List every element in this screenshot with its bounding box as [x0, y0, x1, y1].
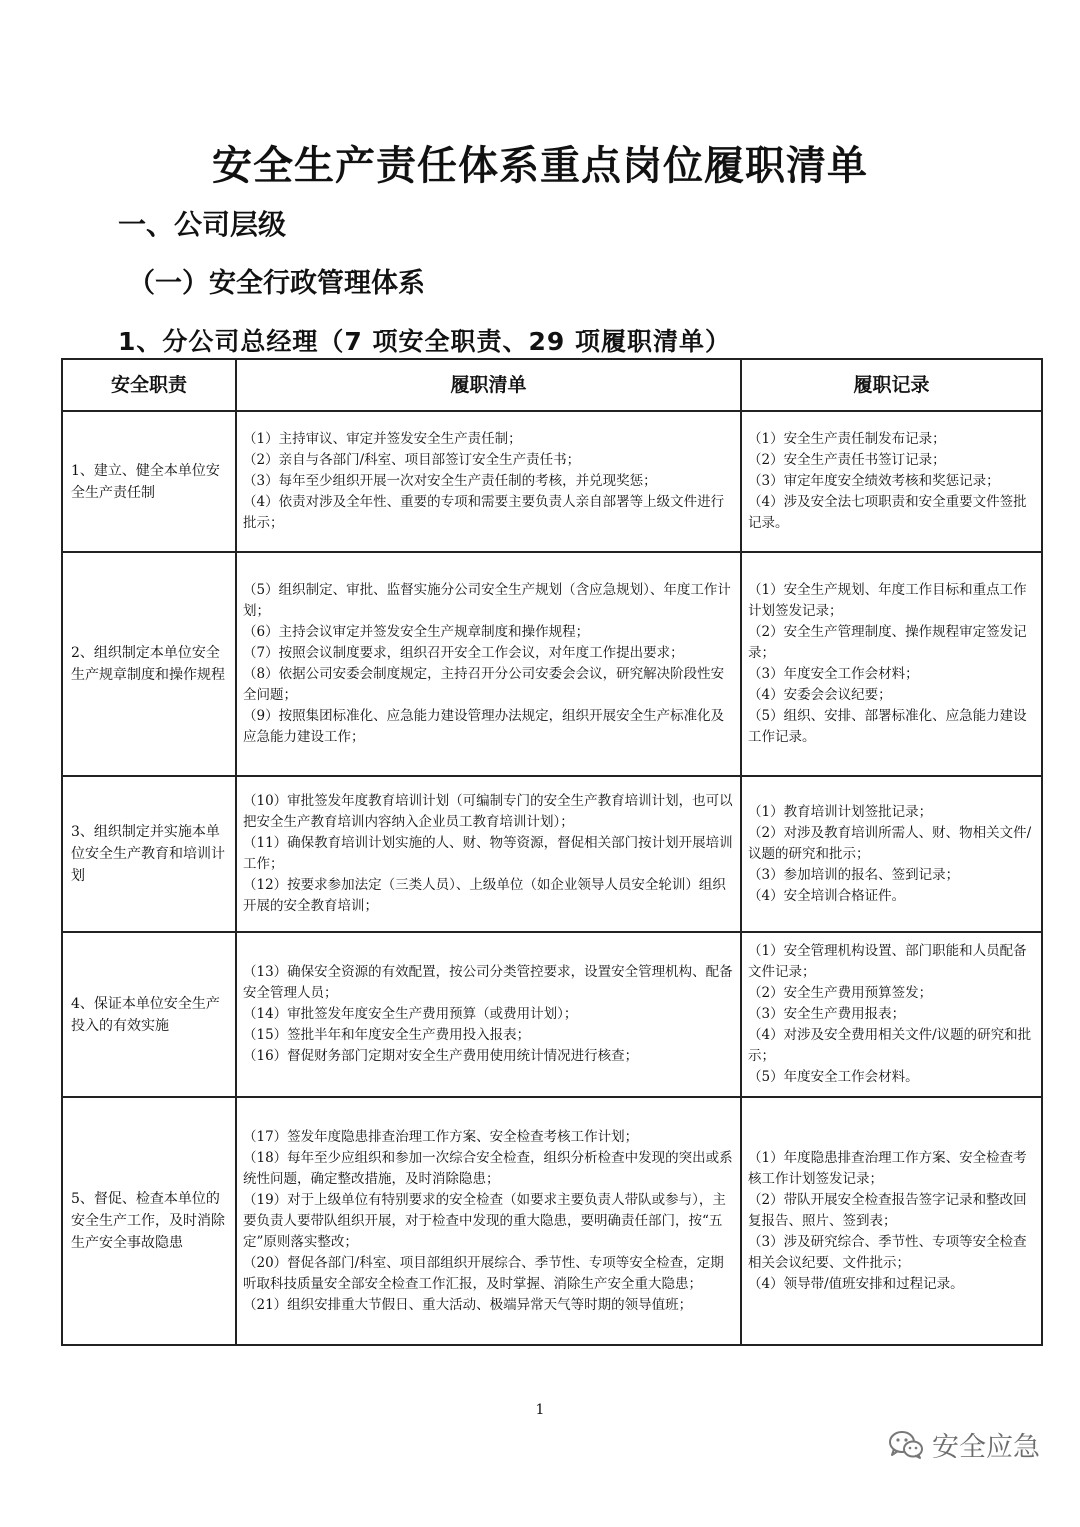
duty-item: （15）签批半年和年度安全生产费用投入报表； — [243, 1027, 531, 1043]
record-item: （1）安全生产规划、年度工作目标和重点工作计划签发记录； — [748, 582, 1027, 619]
record-item: （5）组织、安排、部署标准化、应急能力建设工作记录。 — [748, 708, 1027, 745]
record-item: （5）年度安全工作会材料。 — [748, 1069, 919, 1085]
duty-item: （17）签发年度隐患排查治理工作方案、安全检查考核工作计划； — [243, 1128, 639, 1145]
record-list-cell — [741, 411, 1042, 552]
record-list-cell — [741, 776, 1042, 932]
record-item: （2）安全生产管理制度、操作规程审定签发记录； — [748, 624, 1027, 661]
section-heading-level2: （一）安全行政管理体系 — [128, 268, 425, 299]
duty-item: （10）审批签发年度教育培训计划（可编制专门的安全生产教育培训计划，也可以把安全生产教育培训内容纳入企业员工教育培训计划）； — [243, 793, 733, 830]
duty-item: （21）组织安排重大节假日、重大活动、极端异常天气等时期的领导值班； — [243, 1296, 693, 1313]
record-item: （4）领导带/值班安排和过程记录。 — [748, 1275, 964, 1292]
duty-item: （11）确保教育培训计划实施的人、财、物等资源，督促相关部门按计划开展培训工作； — [243, 835, 733, 872]
record-list-cell — [741, 552, 1042, 776]
duty-item: （4）依责对涉及全年性、重要的专项和需要主要负责人亲自部署等上级文件进行批示； — [243, 494, 725, 531]
duty-list-cell — [236, 411, 741, 552]
responsibility-cell: 1、建立、健全本单位安全生产责任制 — [62, 411, 236, 552]
record-item: （3）涉及研究综合、季节性、专项等安全检查相关会议纪要、文件批示； — [748, 1233, 1027, 1271]
duty-item: （9）按照集团标准化、应急能力建设管理办法规定，组织开展安全生产标准化及应急能力建设工作； — [243, 708, 725, 745]
header-records: 履职记录 — [741, 359, 1042, 411]
record-item: （4）对涉及安全费用相关文件/议题的研究和批示； — [748, 1027, 1032, 1064]
table-row — [62, 1097, 1042, 1345]
table-row — [62, 776, 1042, 932]
record-item: （4）安委会会议纪要； — [748, 687, 892, 703]
duty-item: （16）督促财务部门定期对安全生产费用使用统计情况进行核查； — [243, 1048, 639, 1064]
duty-item: （3）每年至少组织开展一次对安全生产责任制的考核，并兑现奖惩； — [243, 473, 657, 489]
duty-list-cell — [236, 1097, 741, 1345]
header-responsibility: 安全职责 — [62, 359, 236, 411]
record-item: （1）年度隐患排查治理工作方案、安全检查考核工作计划签发记录； — [748, 1149, 1027, 1187]
record-item: （4）安全培训合格证件。 — [748, 887, 906, 904]
record-item: （2）对涉及教育培训所需人、财、物相关文件/议题的研究和批示； — [748, 824, 1032, 862]
responsibility-cell: 2、组织制定本单位安全生产规章制度和操作规程 — [62, 552, 236, 776]
wechat-icon — [888, 1430, 924, 1460]
duty-item: （5）组织制定、审批、监督实施分公司安全生产规划（含应急规划）、年度工作计划； — [243, 582, 731, 619]
duty-item: （2）亲自与各部门/科室、项目部签订安全生产责任书； — [243, 452, 581, 468]
responsibility-cell: 3、组织制定并实施本单位安全生产教育和培训计划 — [62, 776, 236, 932]
section-heading-level1: 一、公司层级 — [118, 208, 287, 241]
record-item: （2）安全生产费用预算签发； — [748, 985, 933, 1001]
record-list-cell — [741, 932, 1042, 1097]
table-row — [62, 552, 1042, 776]
record-item: （4）涉及安全法七项职责和安全重要文件签批记录。 — [748, 494, 1027, 531]
header-duty-list: 履职清单 — [236, 359, 741, 411]
duty-item: （1）主持审议、审定并签发安全生产责任制； — [243, 431, 522, 447]
wechat-watermark — [888, 1425, 1040, 1464]
page-number: 1 — [535, 1402, 545, 1418]
duty-item: （12）按要求参加法定（三类人员）、上级单位（如企业领导人员安全轮训）组织开展的安全教育培训； — [243, 877, 726, 914]
duty-list-cell — [236, 776, 741, 932]
record-item: （2）安全生产责任书签订记录； — [748, 452, 946, 468]
duty-item: （6）主持会议审定并签发安全生产规章制度和操作规程； — [243, 624, 590, 640]
responsibility-cell: 5、督促、检查本单位的安全生产工作，及时消除生产安全事故隐患 — [62, 1097, 236, 1345]
record-list-cell — [741, 1097, 1042, 1345]
record-item: （3）安全生产费用报表； — [748, 1006, 906, 1022]
table-header-row — [62, 359, 1042, 411]
responsibility-cell: 4、保证本单位安全生产投入的有效实施 — [62, 932, 236, 1097]
duty-list-cell — [236, 932, 741, 1097]
record-item: （3）审定年度安全绩效考核和奖惩记录； — [748, 473, 1000, 489]
duty-item: （19）对于上级单位有特别要求的安全检查（如要求主要负责人带队或参与），主要负责人要带队组织开展，对于检查中发现的重大隐患，要明确责任部门，按“五定”原则落实整改； — [243, 1191, 726, 1250]
section-heading-level3: 1、分公司总经理（7 项安全职责、29 项履职清单） — [118, 327, 731, 356]
duty-item: （7）按照会议制度要求，组织召开安全工作会议，对年度工作提出要求； — [243, 645, 684, 661]
record-item: （1）安全生产责任制发布记录； — [748, 431, 946, 447]
duty-item: （20）督促各部门/科室、项目部组织开展综合、季节性、专项等安全检查，定期听取科技质量安全部安全检查工作汇报，及时掌握、消除生产安全重大隐患； — [243, 1254, 724, 1292]
duty-item: （13）确保安全资源的有效配置，按公司分类管控要求，设置安全管理机构、配备安全管理人员； — [243, 964, 733, 1001]
duty-item: （8）依据公司安委会制度规定，主持召开分公司安委会会议，研究解决阶段性安全问题； — [243, 666, 725, 703]
duty-item: （18）每年至少应组织和参加一次综合安全检查，组织分析检查中发现的突出或系统性问题，确定整改措施，及时消除隐患； — [243, 1149, 733, 1187]
duty-list-cell — [236, 552, 741, 776]
record-item: （1）安全管理机构设置、部门职能和人员配备文件记录； — [748, 943, 1027, 980]
duty-item: （14）审批签发年度安全生产费用预算（或费用计划）； — [243, 1006, 578, 1022]
record-item: （1）教育培训计划签批记录； — [748, 803, 933, 820]
record-item: （2）带队开展安全检查报告签字记录和整改回复报告、照片、签到表； — [748, 1191, 1027, 1229]
duty-table — [61, 358, 1043, 1346]
record-item: （3）年度安全工作会材料； — [748, 666, 919, 682]
record-item: （3）参加培训的报名、签到记录； — [748, 866, 960, 883]
document-title: 安全生产责任体系重点岗位履职清单 — [212, 143, 868, 189]
table-row — [62, 932, 1042, 1097]
watermark-text: 安全应急 — [932, 1432, 1040, 1463]
table-row — [62, 411, 1042, 552]
